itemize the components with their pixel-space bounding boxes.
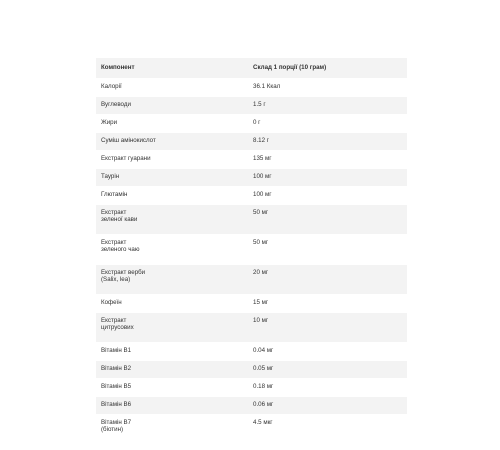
table-row <box>96 115 407 133</box>
amount-cell: 0.04 мг <box>248 343 407 361</box>
amount-cell: 1.5 г <box>248 97 407 115</box>
table-row <box>96 235 407 265</box>
amount-cell: 0.05 мг <box>248 361 407 379</box>
table-row <box>96 97 407 115</box>
table-row <box>96 79 407 97</box>
column-header-component: Компонент <box>96 58 248 79</box>
component-cell: Вітамін В6 <box>96 397 248 415</box>
amount-cell: 100 мг <box>248 187 407 205</box>
table-row <box>96 295 407 313</box>
component-cell: Вітамін В7 (біотин) <box>96 415 248 445</box>
component-cell: Вітамін В5 <box>96 379 248 397</box>
component-cell: Таурін <box>96 169 248 187</box>
amount-cell: 100 мг <box>248 169 407 187</box>
amount-cell: 0 г <box>248 115 407 133</box>
amount-cell: 8.12 г <box>248 133 407 151</box>
amount-cell: 0.18 мг <box>248 379 407 397</box>
table-row <box>96 151 407 169</box>
component-cell: Глютамін <box>96 187 248 205</box>
amount-cell: 135 мг <box>248 151 407 169</box>
table-row <box>96 205 407 235</box>
amount-cell: 10 мг <box>248 313 407 343</box>
component-cell: Кофеїн <box>96 295 248 313</box>
component-cell: Екстракт зеленого чаю <box>96 235 248 265</box>
amount-cell: 50 мг <box>248 235 407 265</box>
component-cell: Екстракт зеленої кави <box>96 205 248 235</box>
table-row <box>96 265 407 295</box>
table-body <box>96 79 407 445</box>
table-row <box>96 313 407 343</box>
amount-cell: 20 мг <box>248 265 407 295</box>
component-cell: Вуглеводи <box>96 97 248 115</box>
amount-cell: 4.5 мкг <box>248 415 407 445</box>
component-cell: Екстракт гуарани <box>96 151 248 169</box>
amount-cell: 0.06 мг <box>248 397 407 415</box>
table-row <box>96 361 407 379</box>
component-cell: Екстракт цитрусових <box>96 313 248 343</box>
amount-cell: 36.1 Ккал <box>248 79 407 97</box>
component-cell: Екстракт верби (Salix, lea) <box>96 265 248 295</box>
table-row <box>96 397 407 415</box>
table-header-row <box>96 58 407 79</box>
component-cell: Суміш амінокислот <box>96 133 248 151</box>
amount-cell: 50 мг <box>248 205 407 235</box>
component-cell: Вітамін В2 <box>96 361 248 379</box>
component-cell: Калорії <box>96 79 248 97</box>
amount-cell: 15 мг <box>248 295 407 313</box>
table-row <box>96 343 407 361</box>
component-cell: Жири <box>96 115 248 133</box>
nutrition-table <box>96 57 407 444</box>
table-row <box>96 415 407 445</box>
column-header-serving: Склад 1 порції (10 грам) <box>248 58 407 79</box>
table-row <box>96 133 407 151</box>
component-cell: Вітамін В1 <box>96 343 248 361</box>
table-row <box>96 379 407 397</box>
table-row <box>96 187 407 205</box>
table-row <box>96 169 407 187</box>
